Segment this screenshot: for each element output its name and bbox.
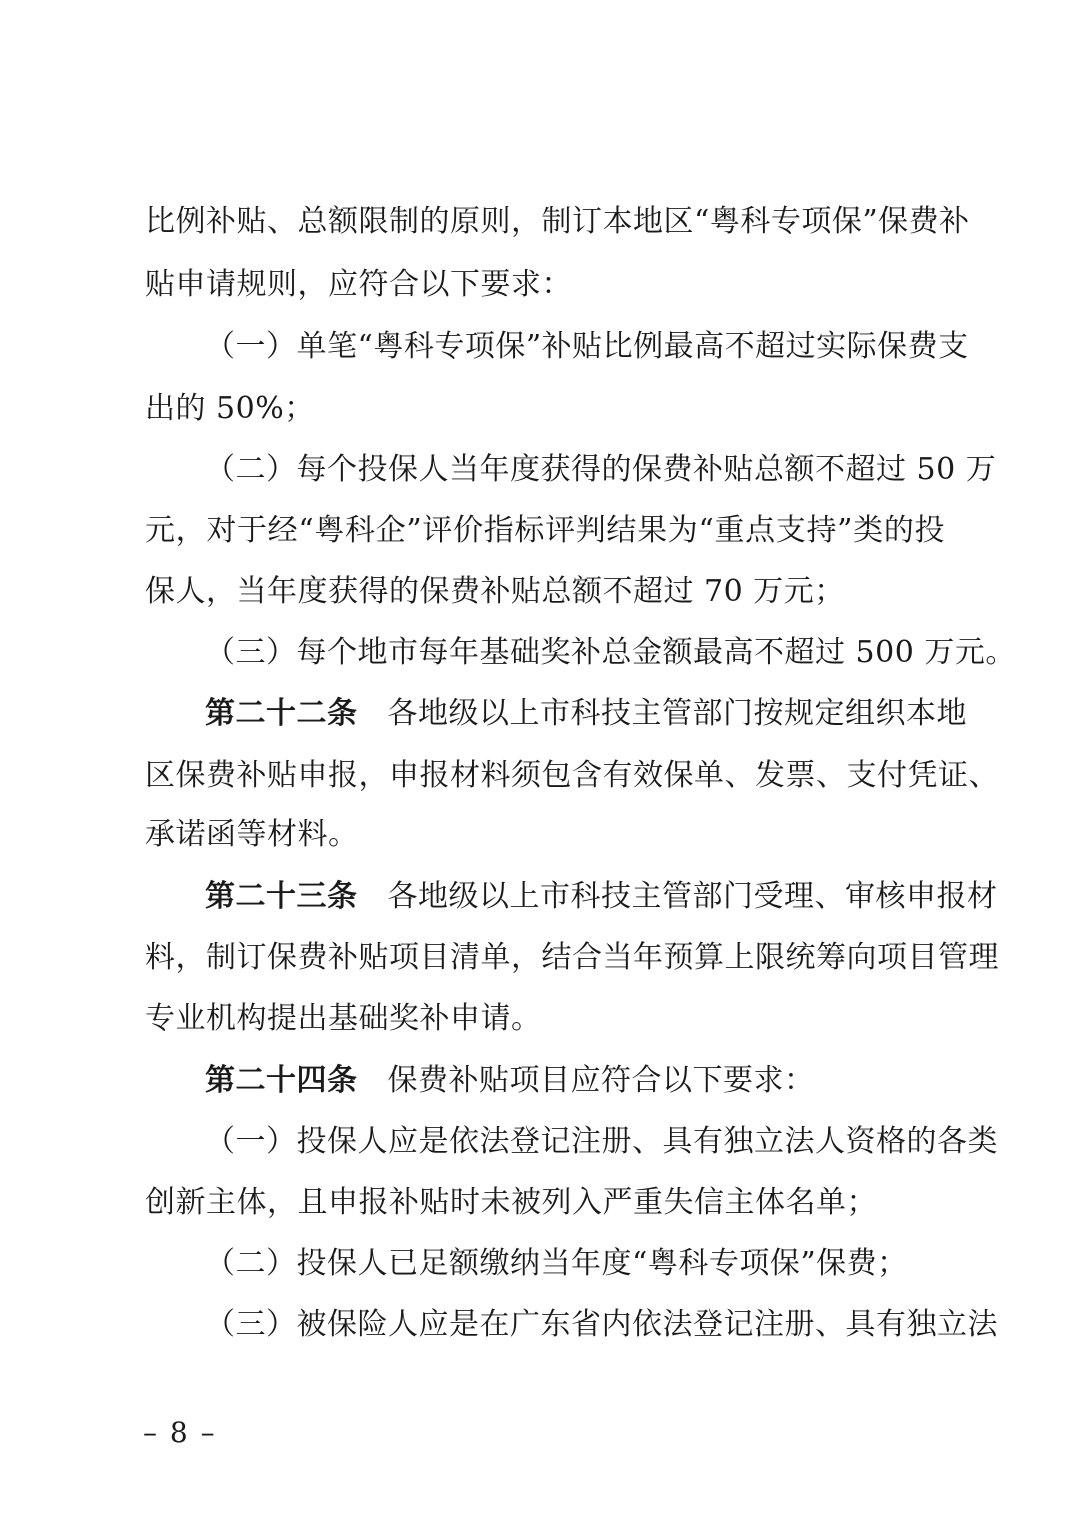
text-line-16: （一）投保人应是依法登记注册、具有独立法人资格的各类 — [205, 1124, 998, 1159]
text-line-11: 承诺函等材料。 — [145, 817, 359, 852]
text-line-1: 比例补贴、总额限制的原则，制订本地区“粤科专项保”保费补 — [145, 204, 970, 239]
text-line-6: 元，对于经“粤科企”评价指标评判结果为“重点支持”类的投 — [145, 513, 945, 548]
text-line-14: 专业机构提出基础奖补申请。 — [145, 1001, 542, 1036]
text-line-19: （三）被保险人应是在广东省内依法登记注册、具有独立法 — [205, 1307, 998, 1342]
text-line-13: 料，制订保费补贴项目清单，结合当年预算上限统筹向项目管理 — [145, 940, 999, 975]
text-line-2: 贴申请规则，应符合以下要求： — [145, 267, 572, 302]
text-line-18: （二）投保人已足额缴纳当年度“粤科专项保”保费； — [205, 1246, 908, 1281]
text-line-17: 创新主体，且申报补贴时未被列入严重失信主体名单； — [145, 1185, 877, 1220]
article-22-text: 各地级以上市科技主管部门按规定组织本地 — [387, 696, 967, 731]
article-22-line — [205, 694, 967, 734]
article-24-label: 第二十四条 — [205, 1063, 358, 1098]
article-22-label: 第二十二条 — [205, 696, 358, 731]
text-line-10: 区保费补贴申报，申报材料须包含有效保单、发票、支付凭证、 — [145, 758, 999, 793]
text-line-4: 出的 50%； — [145, 391, 315, 426]
article-24-text: 保费补贴项目应符合以下要求： — [387, 1063, 815, 1098]
article-24-line — [205, 1061, 815, 1101]
article-23-text: 各地级以上市科技主管部门受理、审核申报材 — [387, 879, 998, 914]
text-line-5: （二）每个投保人当年度获得的保费补贴总额不超过 50 万 — [205, 452, 997, 487]
article-23-line — [205, 877, 998, 917]
page-number: – 8 – — [143, 1416, 217, 1449]
article-23-label: 第二十三条 — [205, 879, 358, 914]
text-line-3: （一）单笔“粤科专项保”补贴比例最高不超过实际保费支 — [205, 329, 969, 364]
text-line-8: （三）每个地市每年基础奖补总金额最高不超过 500 万元。 — [205, 635, 1016, 670]
text-line-7: 保人，当年度获得的保费补贴总额不超过 70 万元； — [145, 574, 845, 609]
